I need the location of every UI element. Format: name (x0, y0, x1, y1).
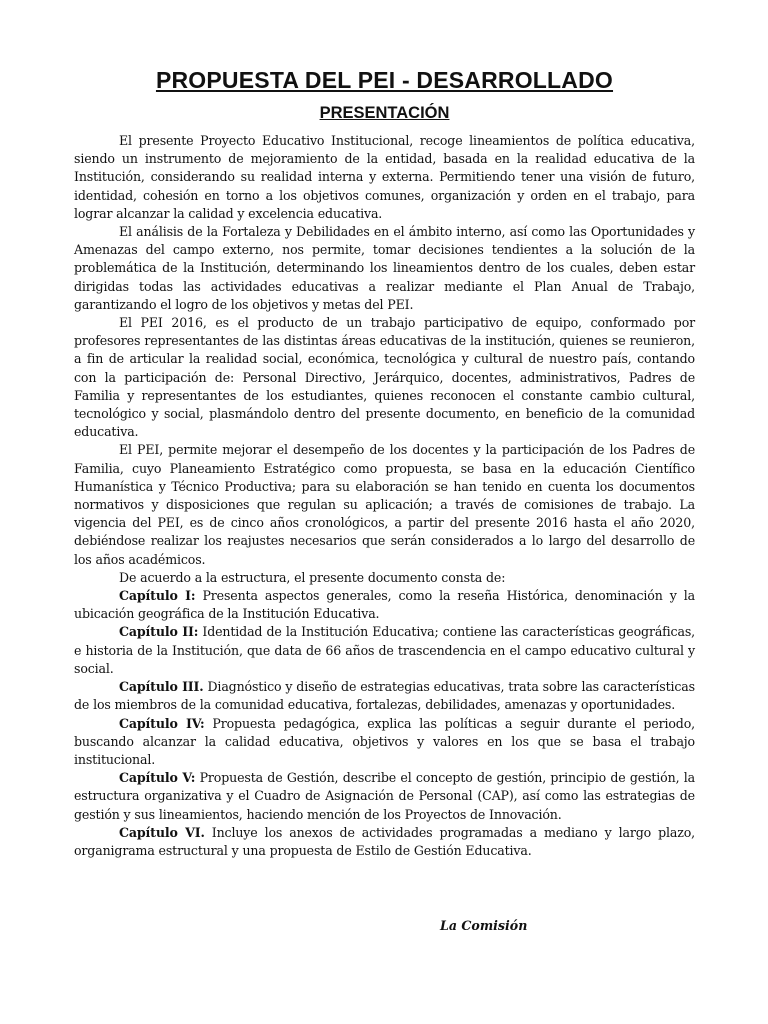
chapter-6-paragraph (74, 824, 695, 860)
section-heading: PRESENTACIÓN (319, 104, 450, 122)
foda-paragraph: El análisis de la Fortaleza y Debilidades en el ámbito interno, así como las Oportunidades y Amenazas del campo externo, nos permite, tomar decisiones tendientes a la solución de la problemática de la Institución, determinando los lineamientos dentro de los cuales, deben estar dirigidas todas las actividades educativas a realizar mediante el Plan Anual de Trabajo, garantizando el logro de los objetivos y metas del PEI. (74, 224, 695, 312)
signature: La Comisión (440, 918, 528, 933)
chapter-1-label: Capítulo I: (119, 588, 196, 604)
document-page (74, 62, 695, 860)
chapter-3-paragraph (74, 678, 695, 714)
chapter-2-text: Identidad de la Institución Educativa; contiene las características geográficas, e historia de la Institución, que data de 66 años de trascendencia en el campo educativo cultural y social. (74, 624, 695, 676)
intro-paragraph: El presente Proyecto Educativo Institucional, recoge lineamientos de política educativa, siendo un instrumento de mejoramiento de la entidad, basada en la realidad educativa de la Institución, considerando su realidad interna y externa. Permitiendo tener una visión de futuro, identidad, cohesión en torno a los objetivos comunes, organización y orden en el trabajo, para lograr alcanzar la calidad y excelencia educativa. (74, 133, 695, 221)
pei-benefits-paragraph: El PEI, permite mejorar el desempeño de los docentes y la participación de los Padres de Familia, cuyo Planeamiento Estratégico como propuesta, se basa en la educación Científico Humanística y Técnico Productiva; para su elaboración se han tenido en cuenta los documentos normativos y disposiciones que regulan su aplicación; a través de comisiones de trabajo. La vigencia del PEI, es de cinco años cronológicos, a partir del presente 2016 hasta el año 2020, debiéndose realizar los reajustes necesarios que serán considerados a lo largo del desarrollo de los años académicos. (74, 442, 695, 567)
chapter-6-text: Incluye los anexos de actividades programadas a mediano y largo plazo, organigrama estructural y una propuesta de Estilo de Gestión Educativa. (74, 824, 695, 858)
chapter-1-text: Presenta aspectos generales, como la reseña Histórica, denominación y la ubicación geográfica de la Institución Educativa. (74, 588, 695, 622)
chapter-3-text: Diagnóstico y diseño de estrategias educativas, trata sobre las características de los miembros de la comunidad educativa, fortalezas, debilidades, amenazas y oportunidades. (74, 679, 695, 713)
chapter-4-label: Capítulo IV: (119, 715, 205, 731)
chapter-2-label: Capítulo II: (119, 624, 199, 640)
chapter-3-label: Capítulo III. (119, 679, 204, 695)
chapter-5-label: Capítulo V: (119, 770, 196, 786)
chapter-6-label: Capítulo VI. (119, 824, 205, 840)
pei-2016-paragraph: El PEI 2016, es el producto de un trabajo participativo de equipo, conformado por profesores representantes de las distintas áreas educativas de la institución, quienes se reunieron, a fin de articular la realidad social, económica, tecnológica y cultural de nuestro país, contando con la participación de: Personal Directivo, Jerárquico, docentes, administrativos, Padres de Familia y representantes de los estudiantes, quienes reconocen el constante cambio cultural, tecnológico y social, plasmándolo dentro del presente documento, en beneficio de la comunidad educativa. (74, 315, 695, 440)
chapter-4-text: Propuesta pedagógica, explica las políticas a seguir durante el periodo, buscando alcanzar la calidad educativa, objetivos y valores en los que se basa el trabajo institucional. (74, 715, 695, 767)
chapter-5-text: Propuesta de Gestión, describe el concepto de gestión, principio de gestión, la estructura organizativa y el Cuadro de Asignación de Personal (CAP), así como las estrategias de gestión y sus lineamientos, haciendo mención de los Proyectos de Innovación. (74, 770, 695, 822)
document-title: PROPUESTA DEL PEI - DESARROLLADO (155, 67, 614, 93)
chapter-4-paragraph (74, 715, 695, 770)
chapter-2-paragraph (74, 623, 695, 678)
chapter-1-paragraph (74, 587, 695, 623)
structure-intro-paragraph: De acuerdo a la estructura, el presente documento consta de: (119, 569, 506, 585)
chapter-5-paragraph (74, 769, 695, 824)
